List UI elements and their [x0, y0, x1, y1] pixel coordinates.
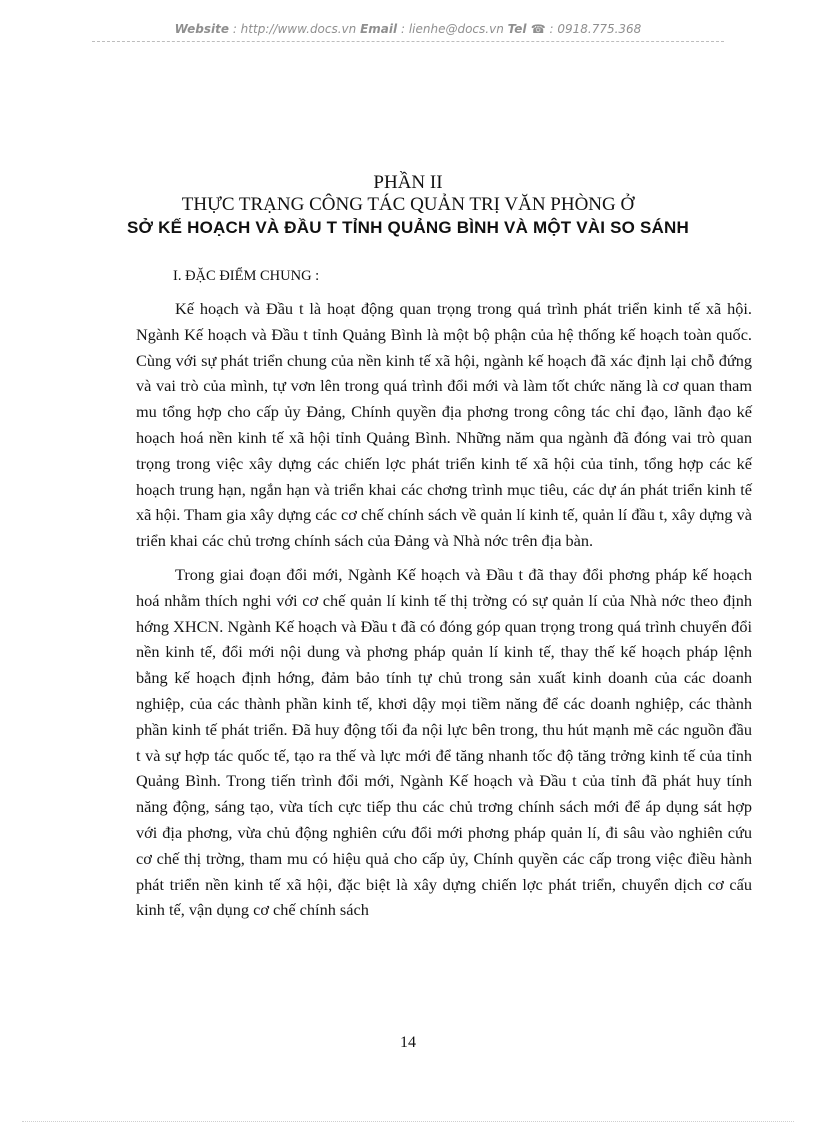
part-title: PHẦN II [373, 172, 443, 193]
tel-value: : 0918.775.368 [549, 22, 642, 36]
email-value: : lienhe@docs.vn [400, 22, 504, 36]
chapter-title: THỰC TRẠNG CÔNG TÁC QUẢN TRỊ VĂN PHÒNG Ở [181, 194, 635, 215]
section-heading: I. ĐẶC ĐIỂM CHUNG : [173, 268, 320, 284]
paragraph-1: Kế hoạch và Đầu t là hoạt động quan trọng trong quá trình phát triển kinh tế xã hội. Ngành Kế hoạch và Đầu t tỉnh Quảng Bình là một bộ phận của hệ thống kế hoạch toàn quốc. Cùng với sự phát triển chung của nền kinh tế xã hội, ngành kế hoạch đã xác định lại chỗ đứng và vai trò của mình, tự vơn lên trong quá trình đổi mới và làm tốt chức năng là cơ quan tham mu tổng hợp cho cấp ủy Đảng, Chính quyền địa phơng trong công tác chỉ đạo, lãnh đạo kế hoạch hoá nền kinh tế xã hội tỉnh Quảng Bình. Những năm qua ngành đã đóng vai trò quan trọng trong việc xây dựng các chiến lợc phát triển kinh tế xã hội của tỉnh, tổng hợp các kế hoạch trung hạn, ngắn hạn và triển khai các chơng trình mục tiêu, các dự án phát triển kinh tế xã hội. Tham gia xây dựng các cơ chế chính sách về quản lí kinh tế, quản lí đầu t, xây dựng và triển khai các chủ trơng chính sách của Đảng và Nhà nớc trên địa bàn. [136, 299, 752, 551]
page-header [0, 22, 816, 36]
chapter-subtitle: SỞ KẾ HOẠCH VÀ ĐẦU T TỈNH QUẢNG BÌNH VÀ MỘT VÀI SO SÁNH [127, 218, 689, 237]
body-text [136, 296, 752, 931]
website-value: : http://www.docs.vn [232, 22, 357, 36]
paragraph-2: Trong giai đoạn đổi mới, Ngành Kế hoạch và Đầu t đã thay đổi phơng pháp kế hoạch hoá nhằm thích nghi với cơ chế quản lí kinh tế thị trờng có sự quản lí của Nhà nớc theo định hớng XHCN. Ngành Kế hoạch và Đầu t đã có đóng góp quan trọng trong quá trình chuyển đổi nền kinh tế, đổi mới nội dung và phơng pháp quản lí kinh tế, thay thế kế hoạch pháp lệnh bằng kế hoạch định hớng, đảm bảo tính tự chủ trong sản xuất kinh doanh của các doanh nghiệp, của các thành phần kinh tế, khơi dậy mọi tiềm năng để các doanh nghiệp, các thành phần kinh tế phát triển. Đã huy động tối đa nội lực bên trong, thu hút mạnh mẽ các nguồn đầu t và sự hợp tác quốc tế, tạo ra thế và lực mới để tăng nhanh tốc độ tăng trởng kinh tế của tỉnh Quảng Bình. Trong tiến trình đổi mới, Ngành Kế hoạch và Đầu t của tỉnh đã phát huy tính năng động, sáng tạo, vừa tích cực tiếp thu các chủ trơng chính sách mới để áp dụng sát hợp với địa phơng, vừa chủ động nghiên cứu đổi mới phơng pháp quản lí, đi sâu vào nghiên cứu cơ chế thị trờng, tham mu có hiệu quả cho cấp ủy, Chính quyền các cấp trong việc điều hành phát triển nền kinh tế xã hội, đặc biệt là xây dựng chiến lợc phát triển, chuyển dịch cơ cấu kinh tế, vận dụng cơ chế chính sách [136, 564, 752, 920]
page-number: 14 [400, 1034, 416, 1051]
header-divider [92, 41, 724, 42]
footer-divider [22, 1121, 794, 1122]
email-label: Email [360, 22, 398, 36]
tel-label: Tel ☎ [507, 22, 546, 36]
title-block [0, 172, 816, 239]
website-label: Website [174, 22, 229, 36]
